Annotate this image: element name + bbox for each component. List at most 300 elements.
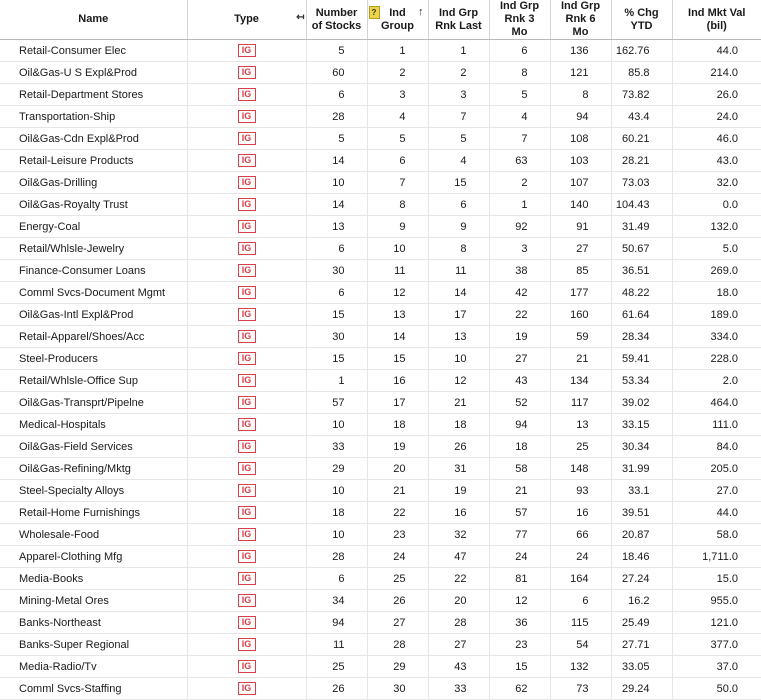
cell-chg-ytd: 39.51 bbox=[611, 502, 672, 524]
cell-type bbox=[187, 392, 306, 414]
ig-badge-icon[interactable]: IG bbox=[238, 198, 256, 211]
ig-badge-icon[interactable]: IG bbox=[238, 242, 256, 255]
cell-chg-ytd: 48.22 bbox=[611, 282, 672, 304]
cell-rank-last: 28 bbox=[428, 612, 489, 634]
cell-mkt-val: 43.0 bbox=[672, 150, 761, 172]
column-resize-icon[interactable]: ↤ bbox=[296, 12, 305, 23]
cell-type bbox=[187, 62, 306, 84]
cell-name[interactable]: Transportation-Ship bbox=[0, 106, 187, 128]
cell-name[interactable]: Comml Svcs-Staffing bbox=[0, 678, 187, 700]
cell-ind-group: 25 bbox=[367, 568, 428, 590]
cell-rank-3mo: 24 bbox=[489, 546, 550, 568]
table-row[interactable] bbox=[0, 546, 761, 568]
cell-number-of-stocks: 5 bbox=[306, 128, 367, 150]
cell-number-of-stocks: 57 bbox=[306, 392, 367, 414]
cell-type bbox=[187, 282, 306, 304]
cell-rank-last: 10 bbox=[428, 348, 489, 370]
cell-ind-group: 3 bbox=[367, 84, 428, 106]
cell-ind-group: 17 bbox=[367, 392, 428, 414]
cell-mkt-val: 46.0 bbox=[672, 128, 761, 150]
cell-ind-group: 13 bbox=[367, 304, 428, 326]
cell-name[interactable]: Retail/Whlsle-Jewelry bbox=[0, 238, 187, 260]
cell-type bbox=[187, 84, 306, 106]
cell-type bbox=[187, 128, 306, 150]
cell-mkt-val: 5.0 bbox=[672, 238, 761, 260]
cell-rank-last: 15 bbox=[428, 172, 489, 194]
table-row[interactable] bbox=[0, 678, 761, 700]
cell-chg-ytd: 30.34 bbox=[611, 436, 672, 458]
cell-name[interactable]: Apparel-Clothing Mfg bbox=[0, 546, 187, 568]
cell-rank-6mo: 66 bbox=[550, 524, 611, 546]
table-row[interactable] bbox=[0, 282, 761, 304]
cell-rank-3mo: 63 bbox=[489, 150, 550, 172]
cell-number-of-stocks: 60 bbox=[306, 62, 367, 84]
cell-name[interactable]: Retail-Apparel/Shoes/Acc bbox=[0, 326, 187, 348]
column-header-ind-group-label: Ind Group bbox=[381, 6, 414, 32]
cell-name[interactable]: Medical-Hospitals bbox=[0, 414, 187, 436]
cell-chg-ytd: 25.49 bbox=[611, 612, 672, 634]
cell-rank-6mo: 132 bbox=[550, 656, 611, 678]
cell-ind-group: 28 bbox=[367, 634, 428, 656]
cell-name[interactable]: Oil&Gas-Field Services bbox=[0, 436, 187, 458]
cell-rank-6mo: 27 bbox=[550, 238, 611, 260]
cell-ind-group: 24 bbox=[367, 546, 428, 568]
ig-badge-icon[interactable]: IG bbox=[238, 44, 256, 57]
cell-number-of-stocks: 28 bbox=[306, 106, 367, 128]
cell-name[interactable]: Steel-Specialty Alloys bbox=[0, 480, 187, 502]
cell-rank-6mo: 93 bbox=[550, 480, 611, 502]
cell-type bbox=[187, 260, 306, 282]
cell-name[interactable]: Oil&Gas-Refining/Mktg bbox=[0, 458, 187, 480]
ig-badge-icon[interactable]: IG bbox=[238, 594, 256, 607]
cell-rank-6mo: 16 bbox=[550, 502, 611, 524]
cell-number-of-stocks: 15 bbox=[306, 348, 367, 370]
column-header-number-of-stocks[interactable] bbox=[306, 0, 367, 40]
cell-rank-last: 27 bbox=[428, 634, 489, 656]
cell-mkt-val: 121.0 bbox=[672, 612, 761, 634]
cell-rank-6mo: 8 bbox=[550, 84, 611, 106]
cell-rank-3mo: 12 bbox=[489, 590, 550, 612]
cell-rank-last: 47 bbox=[428, 546, 489, 568]
cell-ind-group: 8 bbox=[367, 194, 428, 216]
cell-number-of-stocks: 14 bbox=[306, 194, 367, 216]
cell-rank-last: 2 bbox=[428, 62, 489, 84]
cell-rank-last: 16 bbox=[428, 502, 489, 524]
cell-rank-last: 14 bbox=[428, 282, 489, 304]
cell-type bbox=[187, 480, 306, 502]
cell-chg-ytd: 73.03 bbox=[611, 172, 672, 194]
ig-badge-icon[interactable]: IG bbox=[238, 528, 256, 541]
cell-rank-3mo: 2 bbox=[489, 172, 550, 194]
cell-chg-ytd: 59.41 bbox=[611, 348, 672, 370]
cell-rank-6mo: 108 bbox=[550, 128, 611, 150]
cell-chg-ytd: 33.1 bbox=[611, 480, 672, 502]
cell-rank-6mo: 103 bbox=[550, 150, 611, 172]
cell-rank-3mo: 19 bbox=[489, 326, 550, 348]
cell-number-of-stocks: 6 bbox=[306, 568, 367, 590]
cell-chg-ytd: 104.43 bbox=[611, 194, 672, 216]
cell-chg-ytd: 60.21 bbox=[611, 128, 672, 150]
cell-name[interactable]: Energy-Coal bbox=[0, 216, 187, 238]
cell-rank-3mo: 7 bbox=[489, 128, 550, 150]
cell-rank-3mo: 43 bbox=[489, 370, 550, 392]
cell-rank-3mo: 42 bbox=[489, 282, 550, 304]
table-row[interactable] bbox=[0, 480, 761, 502]
cell-mkt-val: 84.0 bbox=[672, 436, 761, 458]
cell-mkt-val: 132.0 bbox=[672, 216, 761, 238]
cell-number-of-stocks: 30 bbox=[306, 326, 367, 348]
table-row[interactable] bbox=[0, 414, 761, 436]
cell-ind-group: 18 bbox=[367, 414, 428, 436]
cell-type bbox=[187, 634, 306, 656]
cell-name[interactable]: Steel-Producers bbox=[0, 348, 187, 370]
cell-ind-group: 1 bbox=[367, 40, 428, 62]
column-header-rank-6mo[interactable] bbox=[550, 0, 611, 40]
table-row[interactable] bbox=[0, 216, 761, 238]
cell-rank-last: 22 bbox=[428, 568, 489, 590]
cell-rank-3mo: 81 bbox=[489, 568, 550, 590]
cell-type bbox=[187, 678, 306, 700]
cell-rank-3mo: 57 bbox=[489, 502, 550, 524]
cell-chg-ytd: 27.71 bbox=[611, 634, 672, 656]
cell-number-of-stocks: 5 bbox=[306, 40, 367, 62]
cell-ind-group: 2 bbox=[367, 62, 428, 84]
column-header-number-of-stocks-label: Number of Stocks bbox=[311, 6, 362, 32]
ig-badge-icon[interactable]: IG bbox=[238, 330, 256, 343]
cell-ind-group: 9 bbox=[367, 216, 428, 238]
ig-badge-icon[interactable]: IG bbox=[238, 572, 256, 585]
cell-ind-group: 22 bbox=[367, 502, 428, 524]
cell-number-of-stocks: 10 bbox=[306, 172, 367, 194]
column-header-name[interactable] bbox=[0, 0, 187, 40]
cell-rank-6mo: 164 bbox=[550, 568, 611, 590]
cell-ind-group: 23 bbox=[367, 524, 428, 546]
column-header-mkt-val[interactable] bbox=[672, 0, 761, 40]
cell-type bbox=[187, 348, 306, 370]
cell-chg-ytd: 28.34 bbox=[611, 326, 672, 348]
column-header-chg-ytd[interactable] bbox=[611, 0, 672, 40]
cell-type bbox=[187, 304, 306, 326]
table-row[interactable] bbox=[0, 524, 761, 546]
table-row[interactable] bbox=[0, 62, 761, 84]
cell-chg-ytd: 33.05 bbox=[611, 656, 672, 678]
cell-number-of-stocks: 10 bbox=[306, 524, 367, 546]
cell-mkt-val: 228.0 bbox=[672, 348, 761, 370]
cell-rank-last: 31 bbox=[428, 458, 489, 480]
cell-rank-3mo: 15 bbox=[489, 656, 550, 678]
cell-name[interactable]: Media-Books bbox=[0, 568, 187, 590]
cell-number-of-stocks: 6 bbox=[306, 84, 367, 106]
table-row[interactable] bbox=[0, 150, 761, 172]
ig-badge-icon[interactable]: IG bbox=[238, 484, 256, 497]
cell-rank-6mo: 107 bbox=[550, 172, 611, 194]
cell-rank-last: 19 bbox=[428, 480, 489, 502]
cell-mkt-val: 189.0 bbox=[672, 304, 761, 326]
cell-rank-last: 32 bbox=[428, 524, 489, 546]
cell-rank-last: 17 bbox=[428, 304, 489, 326]
cell-name[interactable]: Oil&Gas-Drilling bbox=[0, 172, 187, 194]
cell-rank-last: 1 bbox=[428, 40, 489, 62]
cell-mkt-val: 24.0 bbox=[672, 106, 761, 128]
ig-badge-icon[interactable]: IG bbox=[238, 660, 256, 673]
cell-rank-3mo: 36 bbox=[489, 612, 550, 634]
column-header-mkt-val-label: Ind Mkt Val (bil) bbox=[688, 6, 746, 32]
cell-chg-ytd: 39.02 bbox=[611, 392, 672, 414]
ig-badge-icon[interactable]: IG bbox=[238, 638, 256, 651]
table-row[interactable] bbox=[0, 40, 761, 62]
cell-ind-group: 27 bbox=[367, 612, 428, 634]
cell-rank-3mo: 92 bbox=[489, 216, 550, 238]
cell-rank-last: 7 bbox=[428, 106, 489, 128]
ig-badge-icon[interactable]: IG bbox=[238, 352, 256, 365]
table-body bbox=[0, 40, 761, 700]
cell-type bbox=[187, 502, 306, 524]
ig-badge-icon[interactable]: IG bbox=[238, 616, 256, 629]
cell-name[interactable]: Retail/Whlsle-Office Sup bbox=[0, 370, 187, 392]
table-row[interactable] bbox=[0, 502, 761, 524]
cell-rank-6mo: 6 bbox=[550, 590, 611, 612]
table-row[interactable] bbox=[0, 238, 761, 260]
cell-type bbox=[187, 458, 306, 480]
cell-rank-3mo: 77 bbox=[489, 524, 550, 546]
cell-mkt-val: 32.0 bbox=[672, 172, 761, 194]
table-row[interactable] bbox=[0, 260, 761, 282]
cell-rank-3mo: 18 bbox=[489, 436, 550, 458]
cell-name[interactable]: Media-Radio/Tv bbox=[0, 656, 187, 678]
ig-badge-icon[interactable]: IG bbox=[238, 264, 256, 277]
cell-number-of-stocks: 28 bbox=[306, 546, 367, 568]
column-header-rank-3mo[interactable] bbox=[489, 0, 550, 40]
cell-rank-6mo: 121 bbox=[550, 62, 611, 84]
cell-rank-6mo: 59 bbox=[550, 326, 611, 348]
cell-number-of-stocks: 30 bbox=[306, 260, 367, 282]
table-row[interactable] bbox=[0, 612, 761, 634]
column-header-ind-group[interactable] bbox=[367, 0, 428, 40]
ig-badge-icon[interactable]: IG bbox=[238, 506, 256, 519]
cell-name[interactable]: Oil&Gas-Royalty Trust bbox=[0, 194, 187, 216]
cell-mkt-val: 205.0 bbox=[672, 458, 761, 480]
cell-rank-last: 8 bbox=[428, 238, 489, 260]
cell-name[interactable]: Oil&Gas-Cdn Expl&Prod bbox=[0, 128, 187, 150]
ig-badge-icon[interactable]: IG bbox=[238, 440, 256, 453]
cell-number-of-stocks: 15 bbox=[306, 304, 367, 326]
table-row[interactable] bbox=[0, 348, 761, 370]
cell-rank-6mo: 115 bbox=[550, 612, 611, 634]
cell-ind-group: 19 bbox=[367, 436, 428, 458]
cell-ind-group: 12 bbox=[367, 282, 428, 304]
cell-number-of-stocks: 18 bbox=[306, 502, 367, 524]
cell-rank-6mo: 177 bbox=[550, 282, 611, 304]
cell-ind-group: 7 bbox=[367, 172, 428, 194]
cell-type bbox=[187, 590, 306, 612]
help-icon[interactable]: ? bbox=[369, 6, 380, 19]
cell-rank-6mo: 73 bbox=[550, 678, 611, 700]
cell-rank-3mo: 27 bbox=[489, 348, 550, 370]
cell-mkt-val: 44.0 bbox=[672, 502, 761, 524]
table-row[interactable] bbox=[0, 656, 761, 678]
cell-rank-6mo: 91 bbox=[550, 216, 611, 238]
ig-badge-icon[interactable]: IG bbox=[238, 220, 256, 233]
cell-ind-group: 5 bbox=[367, 128, 428, 150]
cell-name[interactable]: Retail-Home Furnishings bbox=[0, 502, 187, 524]
ig-badge-icon[interactable]: IG bbox=[238, 308, 256, 321]
ig-badge-icon[interactable]: IG bbox=[238, 550, 256, 563]
cell-number-of-stocks: 13 bbox=[306, 216, 367, 238]
table-row[interactable] bbox=[0, 568, 761, 590]
cell-name[interactable]: Wholesale-Food bbox=[0, 524, 187, 546]
cell-number-of-stocks: 10 bbox=[306, 480, 367, 502]
ig-badge-icon[interactable]: IG bbox=[238, 682, 256, 695]
cell-mkt-val: 18.0 bbox=[672, 282, 761, 304]
table-row[interactable] bbox=[0, 172, 761, 194]
cell-rank-6mo: 94 bbox=[550, 106, 611, 128]
cell-ind-group: 26 bbox=[367, 590, 428, 612]
cell-mkt-val: 44.0 bbox=[672, 40, 761, 62]
cell-name[interactable]: Retail-Department Stores bbox=[0, 84, 187, 106]
cell-name[interactable]: Banks-Northeast bbox=[0, 612, 187, 634]
cell-chg-ytd: 61.64 bbox=[611, 304, 672, 326]
cell-type bbox=[187, 106, 306, 128]
ig-badge-icon[interactable]: IG bbox=[238, 462, 256, 475]
cell-ind-group: 15 bbox=[367, 348, 428, 370]
ig-badge-icon[interactable]: IG bbox=[238, 374, 256, 387]
cell-number-of-stocks: 11 bbox=[306, 634, 367, 656]
cell-rank-3mo: 62 bbox=[489, 678, 550, 700]
cell-mkt-val: 2.0 bbox=[672, 370, 761, 392]
cell-mkt-val: 214.0 bbox=[672, 62, 761, 84]
cell-number-of-stocks: 6 bbox=[306, 282, 367, 304]
cell-rank-6mo: 54 bbox=[550, 634, 611, 656]
cell-mkt-val: 37.0 bbox=[672, 656, 761, 678]
column-header-rank-last[interactable] bbox=[428, 0, 489, 40]
cell-mkt-val: 1,711.0 bbox=[672, 546, 761, 568]
table-row[interactable] bbox=[0, 370, 761, 392]
cell-rank-6mo: 85 bbox=[550, 260, 611, 282]
table-row[interactable] bbox=[0, 106, 761, 128]
cell-mkt-val: 377.0 bbox=[672, 634, 761, 656]
cell-name[interactable]: Retail-Consumer Elec bbox=[0, 40, 187, 62]
cell-rank-last: 33 bbox=[428, 678, 489, 700]
table-row[interactable] bbox=[0, 436, 761, 458]
ig-badge-icon[interactable]: IG bbox=[238, 132, 256, 145]
cell-chg-ytd: 31.49 bbox=[611, 216, 672, 238]
cell-chg-ytd: 43.4 bbox=[611, 106, 672, 128]
table-row[interactable] bbox=[0, 458, 761, 480]
cell-rank-last: 20 bbox=[428, 590, 489, 612]
table-row[interactable] bbox=[0, 84, 761, 106]
cell-number-of-stocks: 33 bbox=[306, 436, 367, 458]
cell-name[interactable]: Comml Svcs-Document Mgmt bbox=[0, 282, 187, 304]
header-row bbox=[0, 0, 761, 40]
table-row[interactable] bbox=[0, 326, 761, 348]
ig-badge-icon[interactable]: IG bbox=[238, 110, 256, 123]
cell-number-of-stocks: 34 bbox=[306, 590, 367, 612]
cell-rank-last: 18 bbox=[428, 414, 489, 436]
column-header-rank-3mo-label: Ind Grp Rnk 3 Mo bbox=[499, 0, 540, 38]
cell-rank-6mo: 134 bbox=[550, 370, 611, 392]
cell-rank-3mo: 23 bbox=[489, 634, 550, 656]
cell-rank-last: 11 bbox=[428, 260, 489, 282]
cell-rank-last: 13 bbox=[428, 326, 489, 348]
cell-chg-ytd: 28.21 bbox=[611, 150, 672, 172]
cell-mkt-val: 50.0 bbox=[672, 678, 761, 700]
cell-rank-3mo: 22 bbox=[489, 304, 550, 326]
ig-badge-icon[interactable]: IG bbox=[238, 154, 256, 167]
cell-rank-last: 3 bbox=[428, 84, 489, 106]
table-row[interactable] bbox=[0, 304, 761, 326]
table-row[interactable] bbox=[0, 634, 761, 656]
cell-number-of-stocks: 6 bbox=[306, 238, 367, 260]
column-header-chg-ytd-label: % Chg YTD bbox=[624, 6, 659, 32]
cell-name[interactable]: Banks-Super Regional bbox=[0, 634, 187, 656]
cell-name[interactable]: Retail-Leisure Products bbox=[0, 150, 187, 172]
cell-rank-last: 21 bbox=[428, 392, 489, 414]
cell-type bbox=[187, 656, 306, 678]
cell-rank-6mo: 117 bbox=[550, 392, 611, 414]
cell-mkt-val: 58.0 bbox=[672, 524, 761, 546]
cell-type bbox=[187, 216, 306, 238]
cell-rank-3mo: 52 bbox=[489, 392, 550, 414]
cell-name[interactable]: Finance-Consumer Loans bbox=[0, 260, 187, 282]
cell-name[interactable]: Oil&Gas-Transprt/Pipelne bbox=[0, 392, 187, 414]
table-row[interactable] bbox=[0, 590, 761, 612]
cell-mkt-val: 334.0 bbox=[672, 326, 761, 348]
cell-type bbox=[187, 546, 306, 568]
cell-ind-group: 29 bbox=[367, 656, 428, 678]
cell-ind-group: 11 bbox=[367, 260, 428, 282]
cell-name[interactable]: Mining-Metal Ores bbox=[0, 590, 187, 612]
cell-number-of-stocks: 29 bbox=[306, 458, 367, 480]
cell-ind-group: 14 bbox=[367, 326, 428, 348]
cell-chg-ytd: 53.34 bbox=[611, 370, 672, 392]
ig-badge-icon[interactable]: IG bbox=[238, 66, 256, 79]
ig-badge-icon[interactable]: IG bbox=[238, 176, 256, 189]
ig-badge-icon[interactable]: IG bbox=[238, 286, 256, 299]
table-row[interactable] bbox=[0, 392, 761, 414]
cell-rank-last: 12 bbox=[428, 370, 489, 392]
cell-chg-ytd: 33.15 bbox=[611, 414, 672, 436]
cell-type bbox=[187, 172, 306, 194]
cell-chg-ytd: 36.51 bbox=[611, 260, 672, 282]
cell-chg-ytd: 18.46 bbox=[611, 546, 672, 568]
cell-chg-ytd: 29.24 bbox=[611, 678, 672, 700]
column-header-name-label: Name bbox=[78, 13, 109, 25]
column-header-type[interactable] bbox=[187, 0, 306, 40]
column-header-rank-6mo-label: Ind Grp Rnk 6 Mo bbox=[560, 0, 601, 38]
cell-mkt-val: 955.0 bbox=[672, 590, 761, 612]
cell-rank-6mo: 13 bbox=[550, 414, 611, 436]
ig-badge-icon[interactable]: IG bbox=[238, 88, 256, 101]
cell-number-of-stocks: 26 bbox=[306, 678, 367, 700]
cell-chg-ytd: 27.24 bbox=[611, 568, 672, 590]
cell-type bbox=[187, 238, 306, 260]
cell-chg-ytd: 20.87 bbox=[611, 524, 672, 546]
cell-name[interactable]: Oil&Gas-U S Expl&Prod bbox=[0, 62, 187, 84]
cell-type bbox=[187, 612, 306, 634]
ig-badge-icon[interactable]: IG bbox=[238, 396, 256, 409]
table-row[interactable] bbox=[0, 128, 761, 150]
ig-badge-icon[interactable]: IG bbox=[238, 418, 256, 431]
cell-rank-last: 26 bbox=[428, 436, 489, 458]
cell-rank-3mo: 38 bbox=[489, 260, 550, 282]
cell-chg-ytd: 31.99 bbox=[611, 458, 672, 480]
cell-chg-ytd: 162.76 bbox=[611, 40, 672, 62]
sort-ascending-icon[interactable]: ↑ bbox=[418, 6, 424, 18]
cell-rank-last: 43 bbox=[428, 656, 489, 678]
table-row[interactable] bbox=[0, 194, 761, 216]
cell-chg-ytd: 50.67 bbox=[611, 238, 672, 260]
cell-name[interactable]: Oil&Gas-Intl Expl&Prod bbox=[0, 304, 187, 326]
